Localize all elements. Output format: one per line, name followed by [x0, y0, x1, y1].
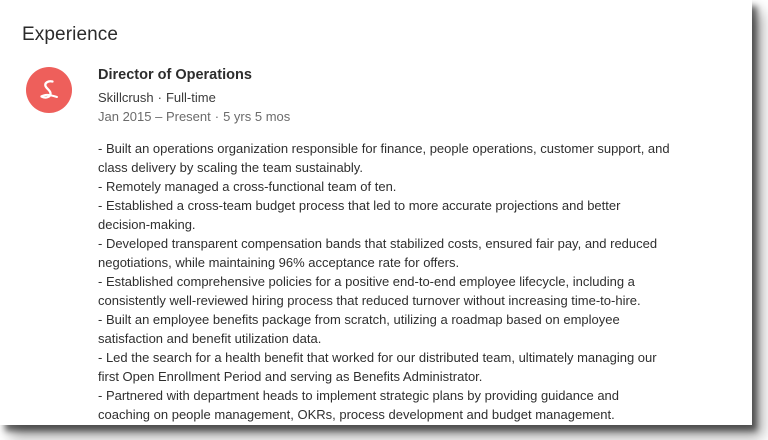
employment-type: Full-time [165, 90, 216, 105]
description-line: first Open Enrollment Period and serving as Benefits Administrator. [98, 369, 483, 384]
description-line: - Led the search for a health benefit that worked for our distributed team, ultimately managing our [98, 350, 657, 365]
description-line: decision-making. [98, 217, 196, 232]
company-name[interactable]: Skillcrush [98, 90, 154, 105]
description-line: class delivery by scaling the team sustainably. [98, 160, 363, 175]
meta-separator: · [157, 90, 162, 105]
description-line: - Established a cross-team budget process that led to more accurate projections and better [98, 198, 621, 213]
description-line: - Built an employee benefits package from scratch, utilizing a roadmap based on employee [98, 312, 620, 327]
position-description [98, 139, 698, 424]
date-line [98, 107, 698, 126]
position-title[interactable]: Director of Operations [98, 67, 252, 83]
description-line: coaching on people management, OKRs, process development and budget management. [98, 407, 615, 422]
skillcrush-logo-icon [34, 75, 64, 105]
company-line [98, 89, 698, 107]
duration-separator: · [214, 109, 220, 124]
duration: 5 yrs 5 mos [223, 109, 291, 124]
position-entry [98, 66, 698, 424]
description-line: satisfaction and benefit utilization data. [98, 331, 322, 346]
description-line: - Built an operations organization responsible for finance, people operations, customer support, and [98, 141, 670, 156]
description-line: - Partnered with department heads to implement strategic plans by providing guidance and [98, 388, 620, 403]
description-line: - Established comprehensive policies for a positive end-to-end employee lifecycle, including a [98, 274, 635, 289]
section-title: Experience [22, 24, 119, 45]
company-logo[interactable] [26, 67, 72, 113]
description-line: - Remotely managed a cross-functional team of ten. [98, 179, 397, 194]
description-line: negotiations, while maintaining 96% acceptance rate for offers. [98, 255, 460, 270]
description-line: consistently well-reviewed hiring process that reduced turnover without increasing time-to-hire. [98, 293, 641, 308]
description-line: - Developed transparent compensation bands that stabilized costs, ensured fair pay, and reduced [98, 236, 658, 251]
date-range: Jan 2015 – Present [98, 109, 211, 124]
